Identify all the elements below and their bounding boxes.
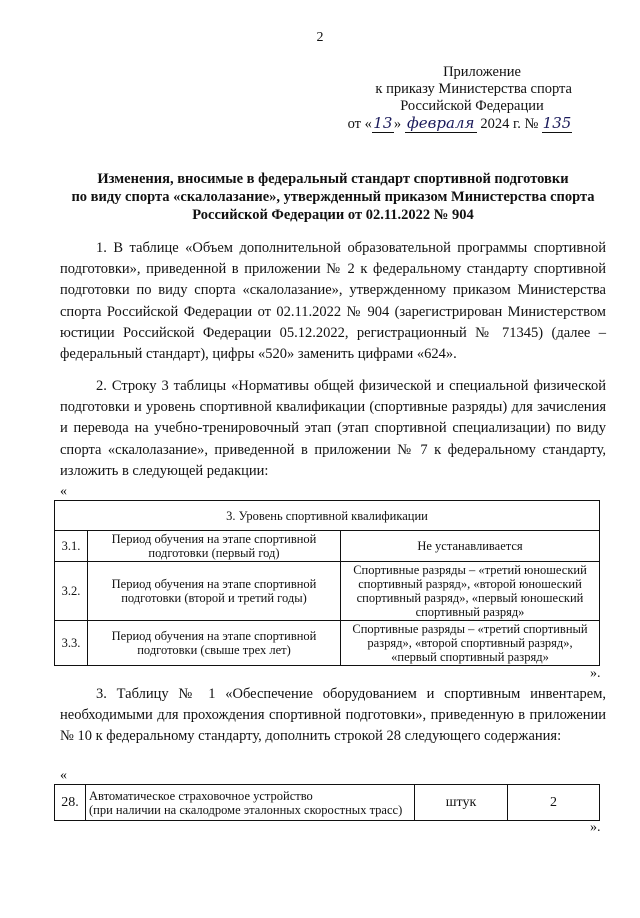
row-name-line-2: (при наличии на скалодроме эталонных скоростных трасс) <box>89 802 403 817</box>
approval-line-3: Российской Федерации <box>400 98 544 114</box>
paragraph-2: 2. Строку 3 таблицы «Нормативы общей физической и специальной физической подготовки и уровень спортивной квалификации (спортивные разряды) для зачисления и перевода на учебно-тренировочный этап (этап спортивной специализации) по виду спорта «скалолазание», приведенной в приложении № 7 к федеральному стандарту, изложить в следующей редакции: <box>60 378 606 479</box>
table-row <box>55 785 600 821</box>
row-num: 3.2. <box>55 562 88 621</box>
row-unit: штук <box>415 785 508 821</box>
quote-close-1: ». <box>590 666 601 681</box>
table-row <box>55 621 600 666</box>
table-row <box>55 531 600 562</box>
quote-close-2: ». <box>590 820 601 835</box>
quote-open-1: « <box>60 484 67 499</box>
row-num: 28. <box>55 785 86 821</box>
approval-line-2: к приказу Министерства спорта <box>375 81 572 97</box>
row-period: Период обучения на этапе спортивной подготовки (первый год) <box>88 531 341 562</box>
title-line-3: Российской Федерации от 02.11.2022 № 904 <box>192 207 474 223</box>
row-period: Период обучения на этапе спортивной подготовки (второй и третий годы) <box>88 562 341 621</box>
row-value: Спортивные разряды – «третий юношеский спортивный разряд», «второй юношеский спортивный разряд», «первый юношеский спортивный разряд» <box>341 562 600 621</box>
date-year: 2024 г. № <box>480 116 539 132</box>
page-number: 2 <box>316 30 324 45</box>
title-line-1: Изменения, вносимые в федеральный стандарт спортивной подготовки <box>97 171 569 187</box>
approval-line-1: Приложение <box>443 64 521 80</box>
date-month: февраля <box>405 115 477 133</box>
date-prefix: от « <box>347 116 372 132</box>
table-header: 3. Уровень спортивной квалификации <box>55 501 600 531</box>
date-mid: » <box>393 116 402 132</box>
row-period: Период обучения на этапе спортивной подготовки (свыше трех лет) <box>88 621 341 666</box>
approval-date-line <box>332 115 572 133</box>
quote-open-2: « <box>60 768 67 783</box>
approval-block <box>332 64 572 133</box>
row-value: Спортивные разряды – «третий спортивный разряд», «второй спортивный разряд», «первый спортивный разряд» <box>341 621 600 666</box>
row-num: 3.3. <box>55 621 88 666</box>
paragraph-1: 1. В таблице «Объем дополнительной образовательной программы спортивной подготовки», приведенной в приложении № 2 к федеральному стандарту спортивной подготовки по виду спорта «скалолазание», утвержденному приказом Министерства спорта Российской Федерации от 02.11.2022 № 904 (зарегистрирован Министерством юстиции Российской Федерации 05.12.2022, регистрационный № 71345) (далее – федеральный стандарт), цифры «520» заменить цифрами «624». <box>60 240 606 363</box>
row-qty: 2 <box>508 785 600 821</box>
date-day: 13 <box>373 114 393 132</box>
qualification-table <box>54 500 600 666</box>
title-line-2: по виду спорта «скалолазание», утвержденный приказом Министерства спорта <box>71 189 595 205</box>
document-title <box>60 170 606 224</box>
paragraph-3: 3. Таблицу № 1 «Обеспечение оборудованием и спортивным инвентарем, необходимыми для прохождения спортивной подготовки», приведенную в приложении № 10 к федеральному стандарту, дополнить строкой 28 следующего содержания: <box>60 686 606 745</box>
order-number: 135 <box>542 114 572 132</box>
row-name-line-1: Автоматическое страховочное устройство <box>89 788 313 803</box>
table-row <box>55 562 600 621</box>
equipment-table <box>54 784 600 821</box>
row-num: 3.1. <box>55 531 88 562</box>
row-name <box>86 785 415 821</box>
row-value: Не устанавливается <box>341 531 600 562</box>
